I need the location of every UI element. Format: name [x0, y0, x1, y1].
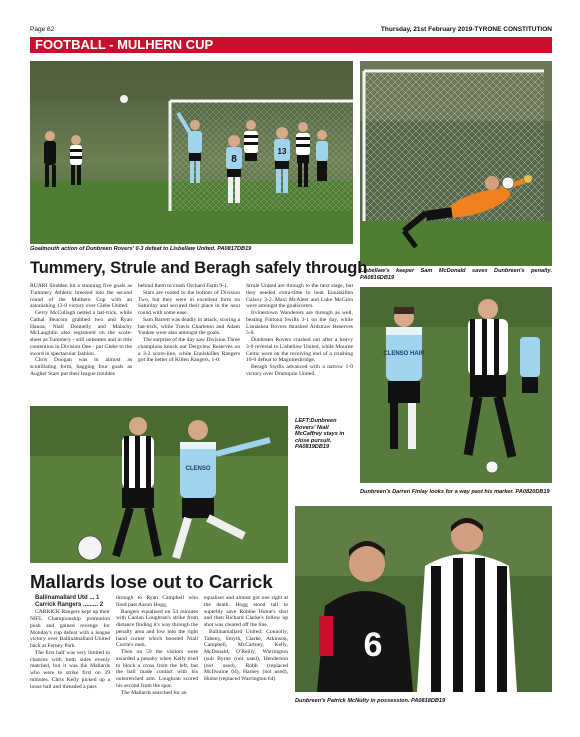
- shirt-number-8: 8: [231, 154, 237, 165]
- article1-col3-para-4: Beragh Swifts advanced with a narrow 1-0 victory over Drumquin United.: [246, 364, 353, 377]
- article2-column-2: [116, 595, 198, 696]
- patrick-mcnulty-photo: [295, 506, 552, 692]
- article1-col2-para-4: The surprise of the day saw Division Three champions knock out Dergview Reserves on a 3-2 score-line, while Enniskillen Rangers got the better of Killen Rangers, 1-0.: [138, 337, 240, 364]
- darren-finlay-photo: [360, 287, 552, 483]
- article1-col3-para-3: Dunbreen Rovers crashed out after a heavy 3-0 reversal to Lisbellaw United, while Mourne Celtic were on the receiving end of a crushing 10-0 defeat to Maguiresbridge.: [246, 337, 353, 364]
- article1-column-3: [246, 283, 353, 378]
- article2-col2-para-2: Rangers equalised on 54 minutes with Caolan Loughran's strike from distance finding it's way through the penalty area and low into the right hand corner which boosted Niall Currie's men.: [116, 608, 198, 649]
- score-line-away: Carrick Rangers ......... 2: [35, 602, 104, 609]
- article2-col2-para-3: Then on 59 the visitors were awarded a penalty when Kelly tried to block a cross from the left, but the ball made contact with his outstretched arm. Loughran scored his second from the spot.: [116, 649, 198, 689]
- shirt-number-6: 6: [363, 626, 383, 664]
- goalmouth-action-photo: [30, 61, 353, 244]
- article1-col3-para-2: Irvinestown Wanderers are through as well, beating Fintona Swifts 3-1 on the day, while Lisnaskea Rovers thrashed Ardstraw Reserves 5-0.: [246, 310, 353, 337]
- article1-col1-para-3: Chris Doogan was in almost as scintillating form, bagging four goals as Augher Stars put their league troubles: [30, 357, 132, 377]
- article2-col1-para-1: CARRICK Rangers kept up their NIFL Championship promotion push and gained revenge for Monday's cup defeat with a league victory over Ballinamallard United back at Ferney Park.: [30, 609, 110, 650]
- article1-column-2: [138, 283, 240, 364]
- keeper-save-caption: Lisbellaw's keeper Sam McDonald saves Dunbreen's penalty. PA0816DB19: [360, 268, 552, 281]
- finlay-sponsor-text: CLENSO HAIR: [383, 351, 425, 357]
- niall-mccaffrey-caption: LEFT:Dunbreen Rovers' Niall McCaffrey stays in close pursuit. PA0819DB19: [295, 418, 345, 451]
- keeper-save-photo: [360, 61, 552, 266]
- goalmouth-caption: Goalmouth action of Dunbreen Rovers' 0-3 defeat to Lisbellaw United. PA0817DB19: [30, 246, 252, 252]
- article1-column-1: [30, 283, 132, 378]
- page-header: [30, 26, 552, 36]
- article2-col2-para-4: The Mallards searched for an: [121, 689, 187, 696]
- article1-headline: Tummery, Strule and Beragh safely through: [30, 259, 368, 277]
- darren-finlay-caption: Dunbreen's Darren Finlay looks for a way past his marker. PA0820DB19: [360, 489, 550, 495]
- article2-col2-para-1: through to Ryan Campbell who fired past Aaron Hogg.: [116, 595, 198, 608]
- publication-line: Thursday, 21st February 2019-TYRONE CONSTITUTION: [380, 26, 552, 33]
- section-title: FOOTBALL - MULHERN CUP: [30, 37, 552, 53]
- article1-col1-para-2: Gerry McCullagh netted a hat-trick, while Cathal Beacom grabbed two and Ryan Hanna, Niall Donnelly and Malachy McLaughlin also registered on the score-sheet as Tummery - still unbeaten and in title contention in Division One - put Glebe to the sword in spectacular fashion.: [30, 310, 132, 357]
- article1-col2-para-2: Stars are rooted to the bottom of Division Two, but they were in excellent form on Saturday and secured their place in the next round with some ease.: [138, 289, 240, 316]
- article1-col2-para-1: behind them to crush Orchard Farm 9-1.: [138, 283, 229, 289]
- patrick-mcnulty-caption: Dunbreen's Patrick McNulty in possession. PA0818DB19: [295, 698, 446, 704]
- article2-col3-para-2: Ballinamallard United: Connolly, Taheny, Smyth, Clarke, Atkinson, Campbell, McCartney, Kelly, McDonald, O'Reilly, Warrington (sub Byrne (not used), Henderson (not used), Robb (replaced McIlwaine 64), Harney (not used), Hume (replaced Warrington 64): [204, 628, 288, 682]
- article2-headline: Mallards lose out to Carrick: [30, 571, 273, 592]
- article2-col3-para-1: equaliser and almost got one right at the death. Hogg stood tall to superbly save Robbie Hume's shot and then Richard Clarke's follow up shot was cleared off the line.: [204, 595, 288, 628]
- article2-col1-para-2: The first half was very limited in chances with both sides evenly matched, but it was the Mallards who were to strike first on 39 minutes. Chris Kelly picked up a loose ball and threaded a pass: [30, 649, 110, 690]
- article2-column-3: [204, 595, 288, 683]
- niall-mccaffrey-photo: [30, 406, 288, 563]
- article2-column-1: [30, 595, 110, 690]
- mccaffrey-sponsor-text: CLENSO: [185, 466, 211, 472]
- shirt-number-13: 13: [277, 147, 287, 156]
- article1-col2-para-3: Sam Barrett was deadly in attack, scoring a hat-trick, while Travis Charleton and Adam Yankee were also amongst the goals.: [138, 316, 240, 337]
- page-number: Page 62: [30, 26, 55, 33]
- article1-col1-para-1: RUARI Sludden hit a stunning five goals as Tummery Athletic breezed into the second round of the Mulhern Cup with an astonishing 13-0 victory over Glebe United.: [30, 283, 132, 310]
- article1-col3-para-1: Strule United are through to the next stage, but they needed extra-time to beat Enniskillen Galaxy 3-2. Maxi McAleer and Luke McGinn were amongst the goalscorers.: [246, 283, 353, 310]
- score-line-home: Ballinamallard Utd ... 1: [35, 595, 100, 601]
